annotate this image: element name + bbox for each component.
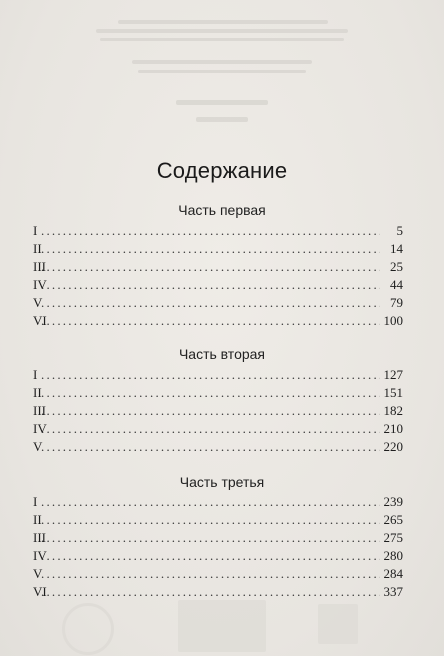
toc-entry: V ..... 284 xyxy=(33,565,403,583)
page-number: 44 xyxy=(390,277,403,292)
toc-entry: IV ..... 210 xyxy=(33,420,403,438)
page-title: Содержание xyxy=(156,158,288,183)
dot-leader xyxy=(41,294,380,312)
part-title-1: Часть первая xyxy=(178,202,266,218)
page-number: 14 xyxy=(390,241,403,256)
toc-list-part-2 xyxy=(33,366,403,456)
dot-leader xyxy=(41,366,380,384)
dot-leader xyxy=(41,312,380,330)
page-number: 284 xyxy=(383,566,403,581)
toc-entry: V ..... 220 xyxy=(33,438,403,456)
page-number: 182 xyxy=(383,403,403,418)
page-number: 100 xyxy=(383,313,403,328)
toc-entry: III ..... 275 xyxy=(33,529,403,547)
toc-entry: II ..... 151 xyxy=(33,384,403,402)
dot-leader xyxy=(41,222,380,240)
dot-leader xyxy=(41,276,380,294)
toc-entry: V ..... 79 xyxy=(33,294,403,312)
page-number: 275 xyxy=(383,530,403,545)
toc-list-part-3 xyxy=(33,493,403,601)
dot-leader xyxy=(41,420,380,438)
page-number: 210 xyxy=(383,421,403,436)
part-title-2: Часть вторая xyxy=(178,346,266,362)
toc-entry: VI ..... 100 xyxy=(33,312,403,330)
page-number: 265 xyxy=(383,512,403,527)
dot-leader xyxy=(41,529,380,547)
toc-entry: III ..... 25 xyxy=(33,258,403,276)
toc-entry: II ..... 265 xyxy=(33,511,403,529)
part-title-3: Часть третья xyxy=(179,474,265,490)
dot-leader xyxy=(41,438,380,456)
page-number: 220 xyxy=(383,439,403,454)
page-number: 5 xyxy=(396,223,403,238)
page-number: 280 xyxy=(383,548,403,563)
toc-entry: VI ..... 337 xyxy=(33,583,403,601)
dot-leader xyxy=(41,258,380,276)
dot-leader xyxy=(41,547,380,565)
dot-leader xyxy=(41,493,380,511)
toc-entry: I ..... 239 xyxy=(33,493,403,511)
toc-entry: I ..... 127 xyxy=(33,366,403,384)
dot-leader xyxy=(41,565,380,583)
page-number: 79 xyxy=(390,295,403,310)
dot-leader xyxy=(41,402,380,420)
dot-leader xyxy=(41,583,380,601)
page-number: 239 xyxy=(383,494,403,509)
page-number: 337 xyxy=(383,584,403,599)
page-number: 127 xyxy=(383,367,403,382)
toc-entry: I ..... 5 xyxy=(33,222,403,240)
toc-entry: IV ..... 44 xyxy=(33,276,403,294)
page-number: 151 xyxy=(383,385,403,400)
dot-leader xyxy=(41,240,380,258)
dot-leader xyxy=(41,511,380,529)
page-number: 25 xyxy=(390,259,403,274)
toc-entry: III ..... 182 xyxy=(33,402,403,420)
toc-list-part-1 xyxy=(33,222,403,330)
dot-leader xyxy=(41,384,380,402)
toc-entry: IV ..... 280 xyxy=(33,547,403,565)
toc-entry: II ..... 14 xyxy=(33,240,403,258)
